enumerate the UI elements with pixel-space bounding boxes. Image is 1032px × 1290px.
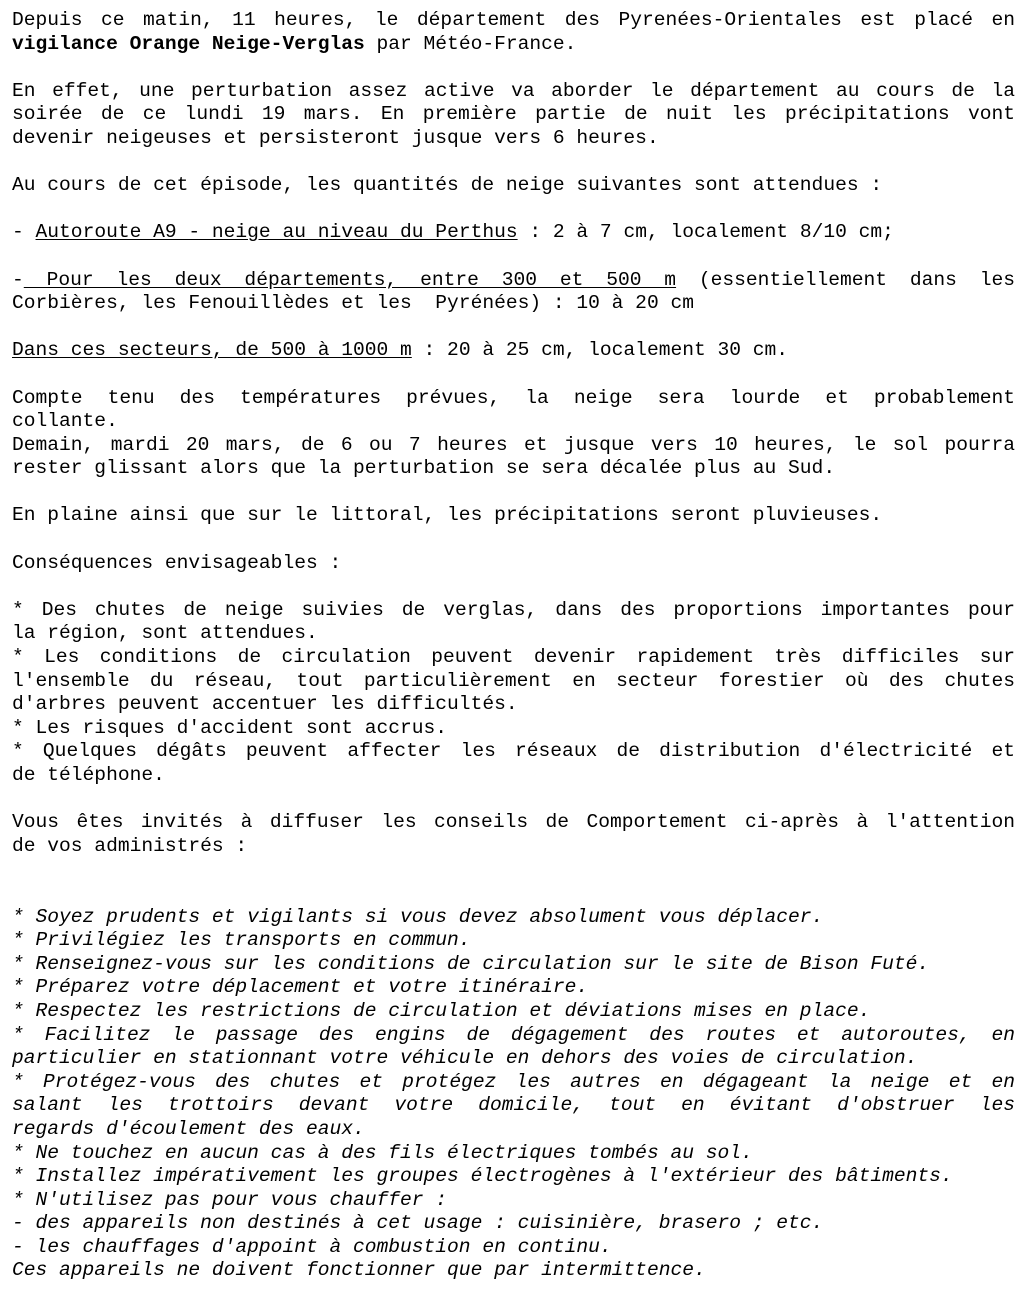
consequences-title: Conséquences envisageables : [12, 551, 342, 574]
list-item: * Privilégiez les transports en commun. [12, 929, 471, 952]
list-item: * Les conditions de circulation peuvent devenir rapidement très difficiles sur [12, 646, 1015, 669]
temperatures-paragraph: Compte tenu des températures prévues, la neige sera lourde et probablement collante. Demain, mardi 20 mars, de 6 ou 7 heures et jusque vers 10 heures, le sol pourra rester glissant alors que la perturbation se sera décalée plus au Sud. [12, 386, 1015, 480]
list-item: * Ne touchez en aucun cas à des fils électriques tombés au sol. [12, 1141, 753, 1164]
intro-line-1: Depuis ce matin, 11 heures, le département des Pyrenées-Orientales est placé en [12, 9, 1015, 31]
consequences-list: * Des chutes de neige suivies de verglas, dans des proportions importantes pour la région, sont attendues. * Les conditions de circulation peuvent devenir rapidement très difficiles sur l'ensemble du réseau, tout particulièrement en secteur forestier où des chutes d'arbres peuvent accentuer les difficultés. * Les risques d'accident sont accrus. * Quelques dégâts peuvent affecter les réseaux de distribution d'électricité et de téléphone. [12, 598, 1015, 786]
list-item: - les chauffages d'appoint à combustion en continu. [12, 1235, 612, 1258]
list-item: * Installez impérativement les groupes électrogènes à l'extérieur des bâtiments. [12, 1165, 953, 1188]
list-item: * Facilitez le passage des engins de dégagement des routes et autoroutes, en [12, 1023, 1015, 1046]
list-item: - des appareils non destinés à cet usage : cuisinière, brasero ; etc. [12, 1212, 824, 1235]
intro-paragraph [12, 9, 1015, 56]
plaine-paragraph: En plaine ainsi que sur le littoral, les précipitations seront pluvieuses. [12, 504, 883, 527]
vigilance-level: vigilance Orange Neige-Verglas [12, 32, 365, 55]
invitation-paragraph: Vous êtes invités à diffuser les conseils de Comportement ci-après à l'attention de vos administrés : [12, 811, 1015, 857]
intro-line-2: vigilance Orange Neige-Verglas par Météo-France. [12, 32, 577, 55]
list-item: * Préparez votre déplacement et votre itinéraire. [12, 976, 589, 999]
list-item: * Renseignez-vous sur les conditions de circulation sur le site de Bison Futé. [12, 952, 930, 975]
list-item: * Les risques d'accident sont accrus. [12, 716, 448, 739]
a9-quantity: - Autoroute A9 - neige au niveau du Perthus : 2 à 7 cm, localement 8/10 cm; [12, 221, 894, 244]
list-item: * Des chutes de neige suivies de verglas, dans des proportions importantes pour [12, 598, 1015, 621]
perturbation-paragraph: En effet, une perturbation assez active va aborder le département au cours de la soirée de ce lundi 19 mars. En première partie de nuit les précipitations vont devenir neigeuses et persisteront jusque vers 6 heures. [12, 79, 1015, 149]
list-item: Ces appareils ne doivent fonctionner que par intermittence. [12, 1259, 706, 1282]
list-item: * Respectez les restrictions de circulation et déviations mises en place. [12, 999, 871, 1022]
list-item: * Protégez-vous des chutes et protégez les autres en dégageant la neige et en [12, 1070, 1015, 1093]
document-body [12, 9, 1015, 1283]
list-item: * Soyez prudents et vigilants si vous devez absolument vous déplacer. [12, 905, 824, 928]
conseils-list: * Soyez prudents et vigilants si vous devez absolument vous déplacer. * Privilégiez les transports en commun. * Renseignez-vous sur les conditions de circulation sur le site de Bison Futé. * Préparez votre déplacement et votre itinéraire. * Respectez les restrictions de circulation et déviations mises en place. * Facilitez le passage des engins de dégagement des routes et autoroutes, en particulier en stationnant votre véhicule en dehors des voies de circulation. * Protégez-vous des chutes et protégez les autres en dégageant la neige et en salant les trottoirs devant votre domicile, tout en évitant d'obstruer les regards d'écoulement des eaux. * Ne touchez en aucun cas à des fils électriques tombés au sol. * Installez impérativement les groupes électrogènes à l'extérieur des bâtiments. * N'utilisez pas pour vous chauffer : - des appareils non destinés à cet usage : cuisinière, brasero ; etc. - les chauffages d'appoint à combustion en continu. Ces appareils ne doivent fonctionner que par intermittence. [12, 905, 1015, 1282]
departments-quantity: - Pour les deux départements, entre 300 et 500 m (essentiellement dans les Corbières, les Fenouillèdes et les Pyrénées) : 10 à 20 cm [12, 268, 1015, 315]
secteurs-quantity: Dans ces secteurs, de 500 à 1000 m : 20 à 25 cm, localement 30 cm. [12, 339, 789, 362]
quantities-intro: Au cours de cet épisode, les quantités de neige suivantes sont attendues : [12, 174, 883, 197]
list-item: * Quelques dégâts peuvent affecter les réseaux de distribution d'électricité et [12, 740, 1015, 763]
list-item: * N'utilisez pas pour vous chauffer : [12, 1188, 448, 1211]
